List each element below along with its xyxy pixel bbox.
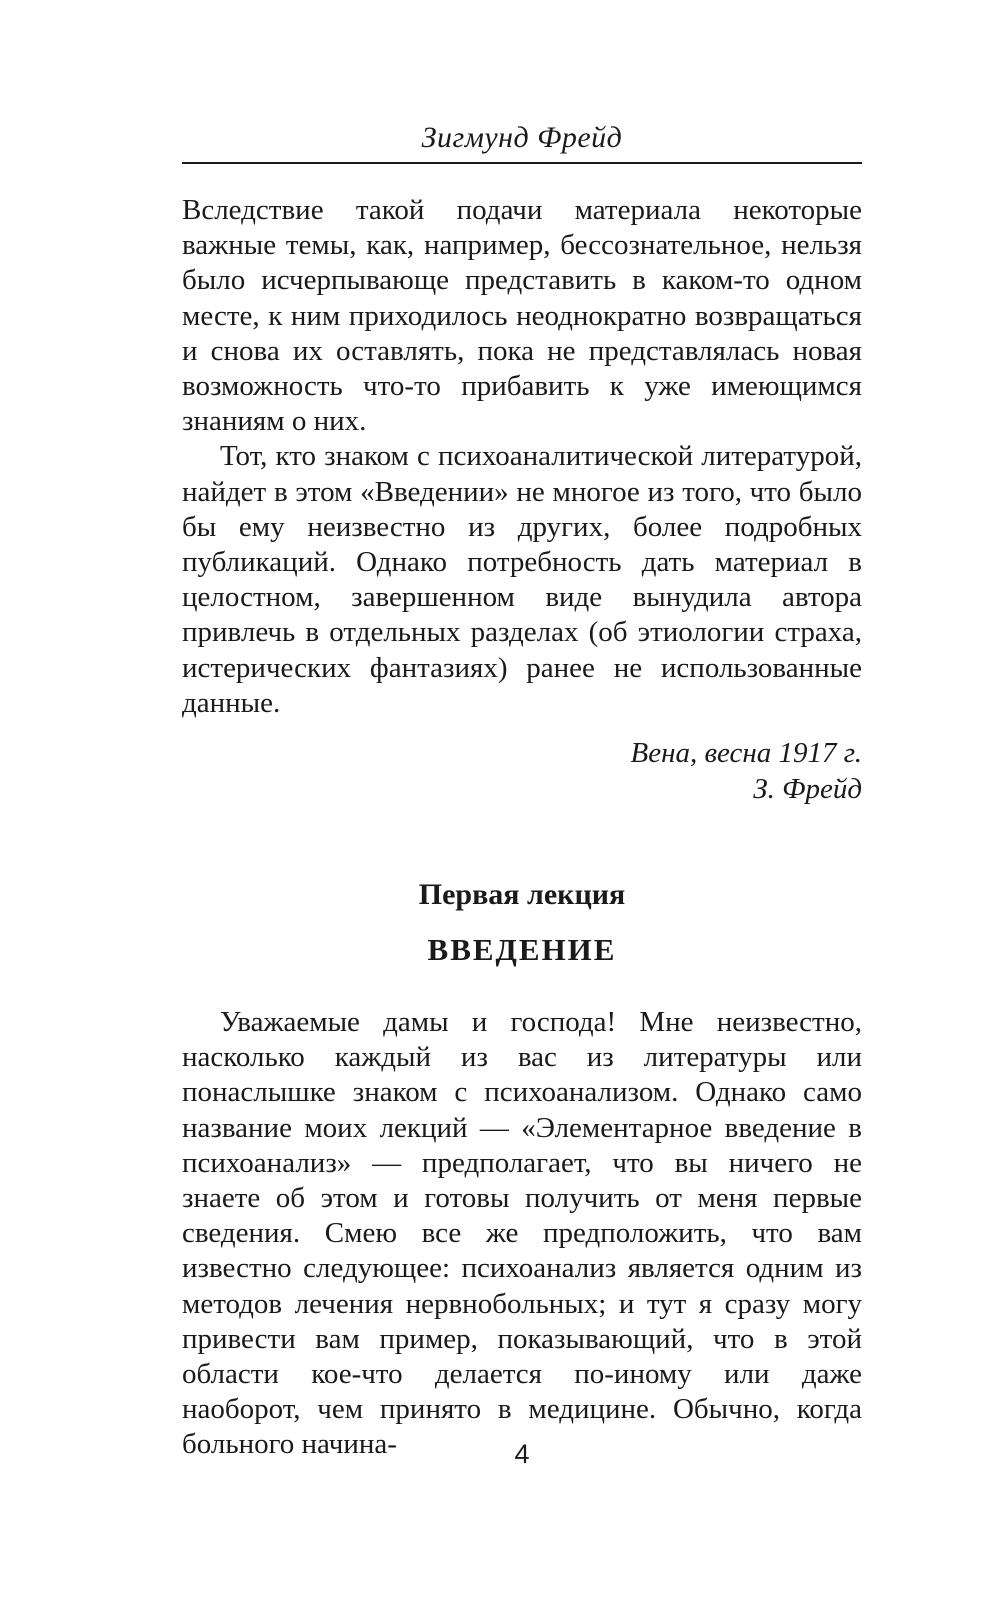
signature-block <box>182 735 862 807</box>
lecture-text <box>182 1005 862 1463</box>
lecture-paragraph-1: Уважаемые дамы и господа! Мне неизвестно, насколько каждый из вас из литературы или понаслышке знаком с психоанализом. Однако само название моих лекций — «Элементарное введение в психоанализ» — предполагает, что вы ничего не знаете об этом и готовы получить от меня первые сведения. Смею все же предположить, что вам известно следующее: психоанализ является одним из методов лечения нервнобольных; и тут я сразу могу привести вам пример, показывающий, что в этой области кое-что делается по-иному или даже наоборот, чем принято в медицине. Обычно, когда больного начина- <box>182 1006 862 1461</box>
preface-paragraph-2: Тот, кто знаком с психоаналитической литературой, найдет в этом «Введении» не многое из того, что было бы ему неизвестно из других, более подробных публикаций. Однако потребность дать материал в целостном, завершенном виде вынудила автора привлечь в отдельных разделах (об этиологии страха, истерических фантазиях) ранее не использованные данные. <box>182 440 862 719</box>
header-rule <box>182 162 862 164</box>
chapter-title: ВВЕДЕНИЕ <box>427 932 617 967</box>
running-head: Зигмунд Фрейд <box>421 121 623 154</box>
preface-text <box>182 193 862 721</box>
signature-author: З. Фрейд <box>753 773 862 805</box>
page-number: 4 <box>514 1439 530 1469</box>
signature-place-date: Вена, весна 1917 г. <box>630 737 862 769</box>
lecture-number: Первая лекция <box>418 878 626 911</box>
preface-paragraph-1: Вследствие такой подачи материала некоторые важные темы, как, например, бессознательное, нельзя было исчерпывающе представить в каком-то одном месте, к ним приходилось неоднократно возвращаться и снова их оставлять, пока не представлялась новая возможность что-то прибавить к уже имеющимся знаниям о них. <box>182 194 862 438</box>
